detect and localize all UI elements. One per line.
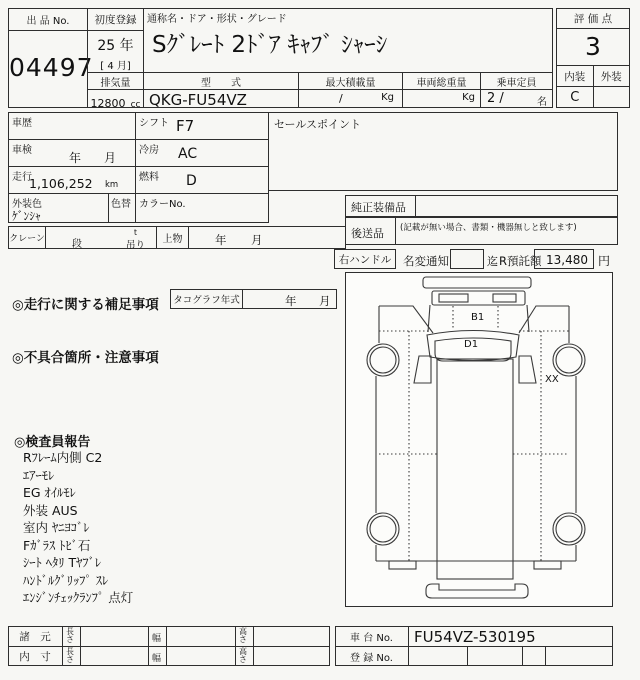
sales-point-label: セールスポイント <box>274 118 362 131</box>
inspector-item: Fｶﾞﾗｽ ﾄﾋﾞ石 <box>23 537 91 553</box>
tachograph-month: 月 <box>319 294 331 308</box>
dims-col-divider <box>80 626 81 666</box>
crane-spec-cell <box>45 226 157 249</box>
inspector-report-list <box>23 449 133 607</box>
dims-col-divider <box>235 626 236 666</box>
inspection-cell <box>8 139 136 167</box>
score-value: 3 <box>585 32 601 61</box>
rename-notice-label: 名変通知 <box>403 254 449 268</box>
front-wheel-right-inner <box>556 347 582 373</box>
body-cell <box>156 226 189 249</box>
vehicle-name-label: 通称名・ドア・形状・グレード <box>147 14 287 25</box>
mileage-value: 1,106,252 <box>29 176 93 191</box>
inner-row-label: 内 寸 <box>19 650 51 663</box>
mileage-cell <box>8 166 136 194</box>
interior-grade: C <box>557 87 594 108</box>
front-bumper <box>423 277 531 288</box>
inspection-year: 年 <box>69 151 82 165</box>
inner-width-label: 幅 <box>152 654 162 664</box>
cab-vent-left <box>439 294 468 302</box>
ac-cell <box>135 139 269 167</box>
deposit-box <box>534 249 594 269</box>
dims-row-label: 諸 元 <box>19 630 51 643</box>
tachograph-label: タコグラフ年式 <box>173 295 240 306</box>
inner-length-label: 長さ <box>66 647 74 664</box>
dims-height-label: 高さ <box>239 627 247 644</box>
inspector-item: ｴﾝｼﾞﾝﾁｪｯｸﾗﾝﾌﾟ 点灯 <box>23 590 134 605</box>
tachograph-year: 年 <box>285 294 297 308</box>
interior-exterior-cell <box>556 65 630 108</box>
shift-value: F7 <box>176 117 195 135</box>
body-year: 年 <box>215 233 227 247</box>
fuel-cell <box>135 166 269 194</box>
handle-label: 右ハンドル <box>338 253 392 266</box>
mileage-label: 走行 <box>12 172 32 183</box>
crane-cell <box>8 226 46 249</box>
score-cell <box>556 8 630 66</box>
rear-wheel-left-inner <box>370 516 396 542</box>
oem-equipment-box <box>345 195 618 217</box>
model-code-value: QKG-FU54VZ <box>149 91 247 109</box>
body-month: 月 <box>251 233 263 247</box>
exterior-color-label: 外装色 <box>12 199 42 210</box>
front-wheel-left <box>367 344 399 376</box>
body-year-cell <box>188 226 346 249</box>
crane-tsuri-label: 吊り <box>126 240 146 251</box>
oem-divider <box>415 196 416 216</box>
lot-number-value: 04497 <box>9 53 94 82</box>
repaint-cell <box>108 193 136 223</box>
frame-rails <box>437 359 513 579</box>
body-label: 上物 <box>162 234 183 245</box>
exterior-label: 外装 <box>600 70 622 83</box>
vehicle-name-value: Sｸﾞﾚｰﾄ 2ﾄﾞｱ ｷｬﾌﾞ ｼｬｰｼ <box>152 32 388 58</box>
inspector-item: EG ｵｲﾙﾓﾚ <box>23 485 76 500</box>
registration-no-label: 登 録 No. <box>350 652 393 664</box>
gross-weight-label: 車両総重量 <box>403 73 480 90</box>
dims-col-divider <box>166 626 167 666</box>
chassis-no-value: FU54VZ-530195 <box>414 628 536 646</box>
front-wheel-left-inner <box>370 347 396 373</box>
max-load-unit: Kg <box>381 92 394 103</box>
interior-label: 内装 <box>557 66 594 86</box>
dims-width-label: 幅 <box>152 634 162 644</box>
model-code-cell <box>143 72 299 108</box>
inspector-report-heading: ◎検査員報告 <box>14 435 91 450</box>
rear-step-right <box>534 561 561 569</box>
made-label: 迄 <box>487 255 498 268</box>
mileage-unit: km <box>105 180 119 190</box>
later-divider <box>395 218 396 244</box>
tachograph-value-cell <box>242 289 337 309</box>
capacity-unit: 名 <box>537 97 547 108</box>
yen-label: 円 <box>598 254 611 268</box>
rear-bumper <box>426 584 528 598</box>
rear-step-left <box>389 561 416 569</box>
tachograph-label-cell <box>170 289 243 309</box>
capacity-cell <box>480 72 553 108</box>
color-no-cell <box>135 193 269 223</box>
first-registration-month: [ 4 月] <box>100 61 131 72</box>
displacement-label: 排気量 <box>88 73 143 90</box>
first-registration-year: 25 年 <box>97 38 134 54</box>
score-label: 評 価 点 <box>557 9 629 29</box>
chassis-col-divider <box>408 626 409 666</box>
exterior-grade <box>594 87 630 108</box>
history-label: 車歴 <box>12 118 32 129</box>
first-registration-label: 初度登録 <box>88 9 143 31</box>
inspection-label: 車検 <box>12 145 32 156</box>
model-code-label: 型 式 <box>144 73 298 90</box>
inspector-item: 外装 AUS <box>23 502 78 518</box>
inspector-item: 室内 ﾔﾆﾖｺﾞﾚ <box>23 520 90 535</box>
damage-label-xx: XX <box>545 374 559 385</box>
capacity-value: 2 / <box>487 91 504 106</box>
vehicle-name-cell <box>143 8 553 73</box>
dims-length-label: 長さ <box>66 627 74 644</box>
dims-col-divider <box>148 626 149 666</box>
later-shipment-box <box>345 217 618 245</box>
first-registration-cell <box>87 8 144 73</box>
damage-label-d1: D1 <box>464 339 479 350</box>
rear-wheel-left <box>367 513 399 545</box>
deposit-value: 13,480 <box>546 253 588 267</box>
displacement-cell <box>87 72 144 108</box>
defect-heading: ◎不具合箇所・注意事項 <box>12 350 159 366</box>
damage-label-b1: B1 <box>471 312 485 323</box>
rear-wheel-right <box>553 513 585 545</box>
dims-col-divider <box>253 626 254 666</box>
oem-equipment-label: 純正装備品 <box>351 201 406 214</box>
door-step-left <box>414 356 431 383</box>
displacement-unit: cc <box>130 100 141 110</box>
max-load-label: 最大積載量 <box>299 73 402 90</box>
repaint-label: 色替 <box>111 199 131 210</box>
handle-box <box>334 249 396 269</box>
reg-col-divider <box>545 647 546 666</box>
fender-right <box>519 306 569 343</box>
max-load-value: / <box>339 92 343 105</box>
reg-col-divider <box>467 647 468 666</box>
inspector-item: ｴｱｰﾓﾚ <box>23 467 55 483</box>
inner-height-label: 高さ <box>239 647 247 664</box>
rear-wheel-right-inner <box>556 516 582 542</box>
inspector-item: ﾊﾝﾄﾞﾙｸﾞﾘｯﾌﾟ ｽﾚ <box>23 572 109 588</box>
crane-label: クレーン <box>9 234 45 244</box>
mileage-note-heading: ◎走行に関する補足事項 <box>12 297 159 313</box>
crane-dan-label: 段 <box>72 239 82 250</box>
reg-col-divider <box>522 647 523 666</box>
exterior-color-value: ｹﾞﾝｼｬ <box>12 209 41 223</box>
ac-label: 冷房 <box>139 145 159 156</box>
shift-cell <box>135 112 269 140</box>
later-shipment-note: (記載が無い場合、書類・機器無しと致します) <box>400 223 577 233</box>
lot-number-label: 出 品 No. <box>9 9 87 31</box>
truck-top-view-diagram <box>346 273 612 606</box>
fuel-label: 燃料 <box>139 172 159 183</box>
door-step-right <box>519 356 536 383</box>
damage-diagram-box <box>345 272 613 607</box>
crane-ton-label: t <box>134 228 137 237</box>
exterior-color-cell <box>8 193 109 223</box>
shift-label: シフト <box>139 118 169 129</box>
max-load-cell <box>298 72 403 108</box>
capacity-label: 乗車定員 <box>481 73 552 90</box>
chassis-no-label: 車 台 No. <box>350 632 393 644</box>
cab-vent-right <box>493 294 516 302</box>
color-no-label: カラーNo. <box>139 199 186 210</box>
history-cell <box>8 112 136 140</box>
inspection-month: 月 <box>104 151 117 165</box>
deposit-label: R預託額 <box>499 254 542 268</box>
inspector-item: ｼｰﾄ ﾍﾀﾘ Tﾔﾌﾞﾚ <box>23 555 102 570</box>
rename-notice-box <box>450 249 484 269</box>
front-wheel-right <box>553 344 585 376</box>
lot-number-cell <box>8 8 94 108</box>
dims-col-divider <box>62 626 63 666</box>
fender-left <box>379 306 433 343</box>
gross-weight-cell <box>402 72 481 108</box>
later-shipment-label: 後送品 <box>351 227 384 240</box>
sales-point-box <box>268 112 618 191</box>
cab-front-panel <box>432 291 525 305</box>
fuel-value: D <box>186 173 197 189</box>
ac-value: AC <box>178 146 198 162</box>
inspector-item: Rﾌﾚｰﾑ内側 C2 <box>23 450 103 465</box>
displacement-value: 12800 <box>90 97 126 110</box>
gross-weight-unit: Kg <box>462 92 475 103</box>
